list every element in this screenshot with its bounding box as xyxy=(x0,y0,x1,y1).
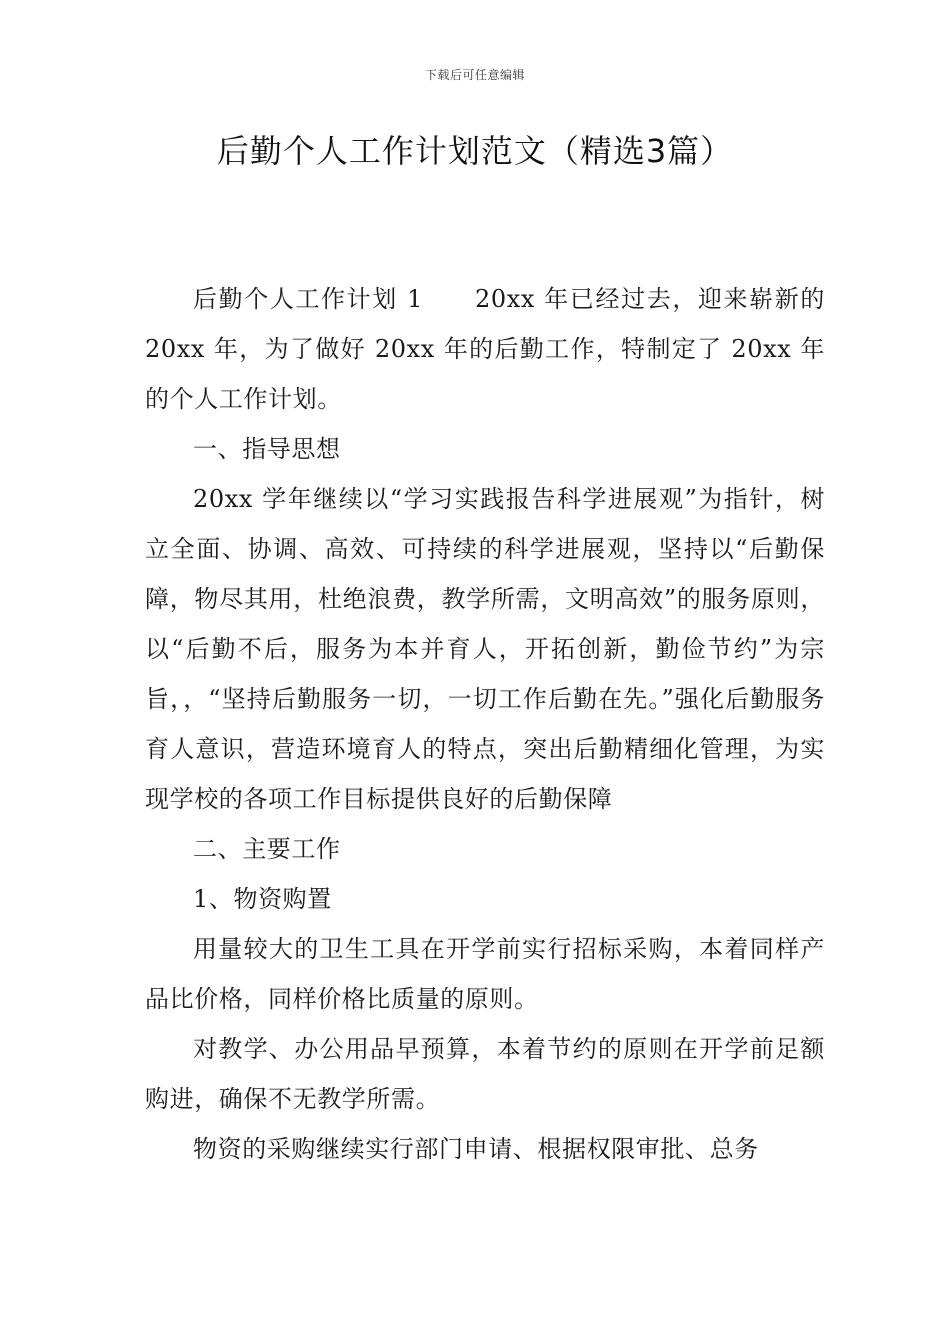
section1-body: 20xx 学年继续以“学习实践报告科学进展观”为指针，树立全面、协调、高效、可持续的科学进展观，坚持以“后勤保障，物尽其用，杜绝浪费，教学所需，文明高效”的服务原则，以“后勤不后，服务为本并育人，开拓创新，勤俭节约”为宗旨，，“坚持后勤服务一切，一切工作后勤在先。”强化后勤服务育人意识，营造环境育人的特点，突出后勤精细化管理，为实现学校的各项工作目标提供良好的后勤保障 xyxy=(145,485,825,813)
sub1-heading: 1、物资购置 xyxy=(193,885,332,913)
page-header-note: 下载后可任意编辑 xyxy=(424,68,525,82)
intro-text: 20xx 年已经过去，迎来崭新的 20xx 年，为了做好 20xx 年的后勤工作，特制定了 20xx 年的个人工作计划。 xyxy=(145,285,825,413)
section2-heading: 二、主要工作 xyxy=(193,835,341,863)
intro-paragraph xyxy=(145,274,825,424)
sub1-paragraph-2: 对教学、办公用品早预算，本着节约的原则在开学前足额购进，确保不无教学所需。 xyxy=(145,1035,825,1113)
sub1-paragraph-1: 用量较大的卫生工具在开学前实行招标采购，本着同样产品比价格，同样价格比质量的原则。 xyxy=(145,935,825,1013)
document-title: 后勤个人工作计划范文（精选3篇） xyxy=(216,132,734,170)
intro-heading: 后勤个人工作计划 1 xyxy=(193,285,424,313)
sub1-paragraph-3: 物资的采购继续实行部门申请、根据权限审批、总务 xyxy=(193,1135,759,1163)
section1-heading: 一、指导思想 xyxy=(193,435,341,463)
document-body xyxy=(145,274,825,1174)
